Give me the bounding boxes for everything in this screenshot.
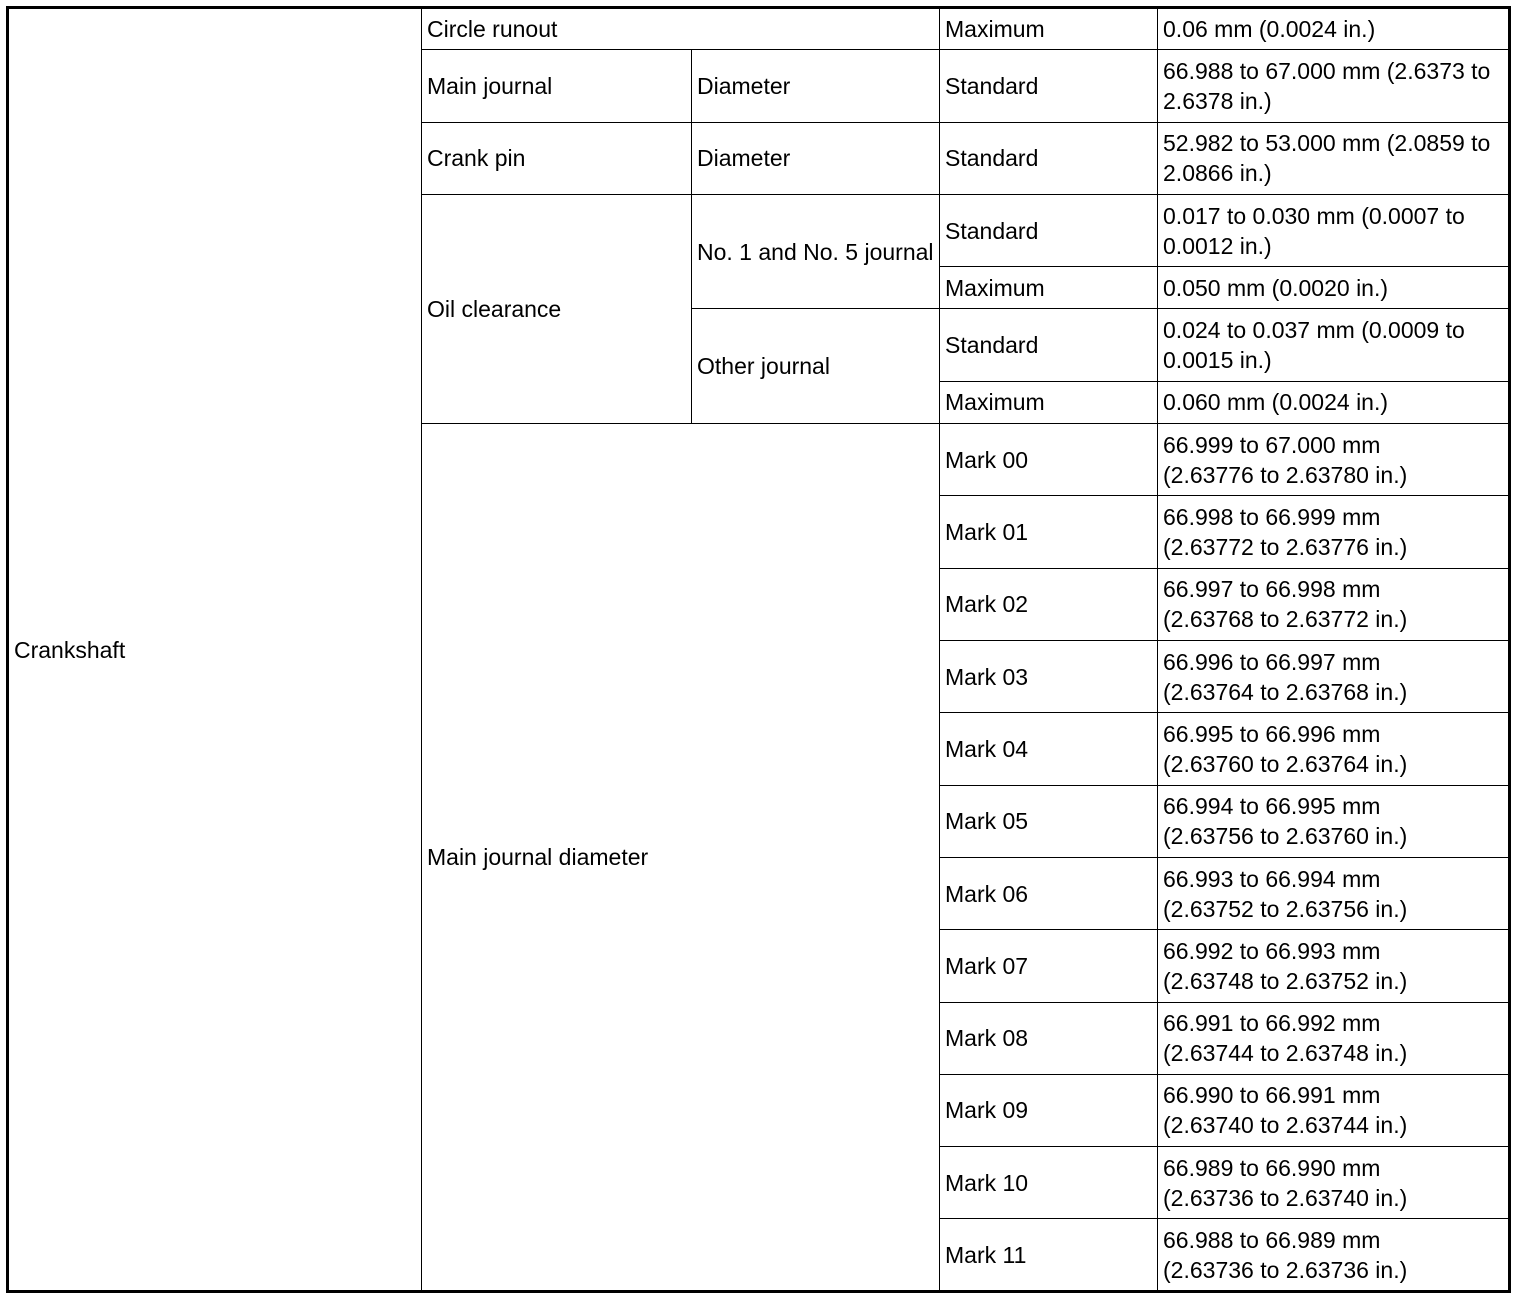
value-mm: 66.989 to 66.990 mm [1163,1154,1381,1181]
mark-cell: Mark 02 [940,568,1158,640]
value-inch: (2.63760 to 2.63764 in.) [1163,750,1408,777]
value-cell: 0.017 to 0.030 mm (0.0007 to 0.0012 in.) [1158,194,1510,266]
value-mm: 66.998 to 66.999 mm [1163,503,1381,530]
value-inch: (2.63736 to 2.63740 in.) [1163,1184,1408,1211]
item-cell: Circle runout [422,8,940,50]
mark-cell: Mark 10 [940,1147,1158,1219]
sub-item-cell: Other journal [692,309,940,424]
item-cell: Main journal [422,50,692,122]
value-mm: 66.994 to 66.995 mm [1163,793,1381,820]
value-cell: 66.988 to 67.000 mm (2.6373 to 2.6378 in.) [1158,50,1510,122]
value-cell [1158,1219,1510,1292]
value-mm: 66.995 to 66.996 mm [1163,720,1381,747]
value-inch: (2.63744 to 2.63748 in.) [1163,1040,1408,1067]
mark-cell: Mark 03 [940,640,1158,712]
value-inch: (2.63748 to 2.63752 in.) [1163,967,1408,994]
mark-cell: Mark 06 [940,857,1158,929]
value-inch: (2.63776 to 2.63780 in.) [1163,461,1408,488]
value-inch: (2.63768 to 2.63772 in.) [1163,606,1408,633]
value-cell [1158,857,1510,929]
condition-cell: Maximum [940,267,1158,309]
value-cell: 0.06 mm (0.0024 in.) [1158,8,1510,50]
value-cell [1158,1147,1510,1219]
value-cell [1158,568,1510,640]
value-mm: 66.991 to 66.992 mm [1163,1010,1381,1037]
value-mm: 66.990 to 66.991 mm [1163,1082,1381,1109]
condition-cell: Standard [940,194,1158,266]
value-inch: (2.63736 to 2.63736 in.) [1163,1256,1408,1283]
value-inch: (2.63756 to 2.63760 in.) [1163,823,1408,850]
mark-cell: Mark 01 [940,496,1158,568]
value-cell [1158,1074,1510,1146]
mark-cell: Mark 00 [940,423,1158,495]
sub-item-cell: Diameter [692,50,940,122]
mark-cell: Mark 08 [940,1002,1158,1074]
table-row-circle-runout [8,8,1510,50]
condition-cell: Standard [940,122,1158,194]
item-cell: Crank pin [422,122,692,194]
value-inch: (2.63764 to 2.63768 in.) [1163,678,1408,705]
value-mm: 66.992 to 66.993 mm [1163,937,1381,964]
condition-cell: Standard [940,50,1158,122]
value-cell: 0.024 to 0.037 mm (0.0009 to 0.0015 in.) [1158,309,1510,381]
value-cell [1158,785,1510,857]
value-mm: 66.996 to 66.997 mm [1163,648,1381,675]
mark-cell: Mark 11 [940,1219,1158,1292]
value-cell [1158,930,1510,1002]
spec-table-body [8,8,1510,1292]
value-cell [1158,496,1510,568]
condition-cell: Maximum [940,381,1158,423]
value-inch: (2.63740 to 2.63744 in.) [1163,1112,1408,1139]
mark-cell: Mark 09 [940,1074,1158,1146]
sub-item-cell: No. 1 and No. 5 journal [692,194,940,309]
value-cell: 0.060 mm (0.0024 in.) [1158,381,1510,423]
item-cell: Main journal diameter [422,423,940,1291]
value-inch: (2.63772 to 2.63776 in.) [1163,533,1408,560]
condition-cell: Maximum [940,8,1158,50]
value-mm: 66.997 to 66.998 mm [1163,576,1381,603]
crankshaft-spec-table [6,6,1511,1293]
component-cell: Crankshaft [8,8,422,1292]
value-cell [1158,423,1510,495]
value-cell [1158,640,1510,712]
mark-cell: Mark 04 [940,713,1158,785]
value-mm: 66.993 to 66.994 mm [1163,865,1381,892]
value-mm: 66.999 to 67.000 mm [1163,431,1381,458]
value-cell: 0.050 mm (0.0020 in.) [1158,267,1510,309]
condition-cell: Standard [940,309,1158,381]
value-cell: 52.982 to 53.000 mm (2.0859 to 2.0866 in.) [1158,122,1510,194]
value-cell [1158,713,1510,785]
item-cell: Oil clearance [422,194,692,423]
mark-cell: Mark 07 [940,930,1158,1002]
value-cell [1158,1002,1510,1074]
sub-item-cell: Diameter [692,122,940,194]
value-mm: 66.988 to 66.989 mm [1163,1226,1381,1253]
mark-cell: Mark 05 [940,785,1158,857]
value-inch: (2.63752 to 2.63756 in.) [1163,895,1408,922]
